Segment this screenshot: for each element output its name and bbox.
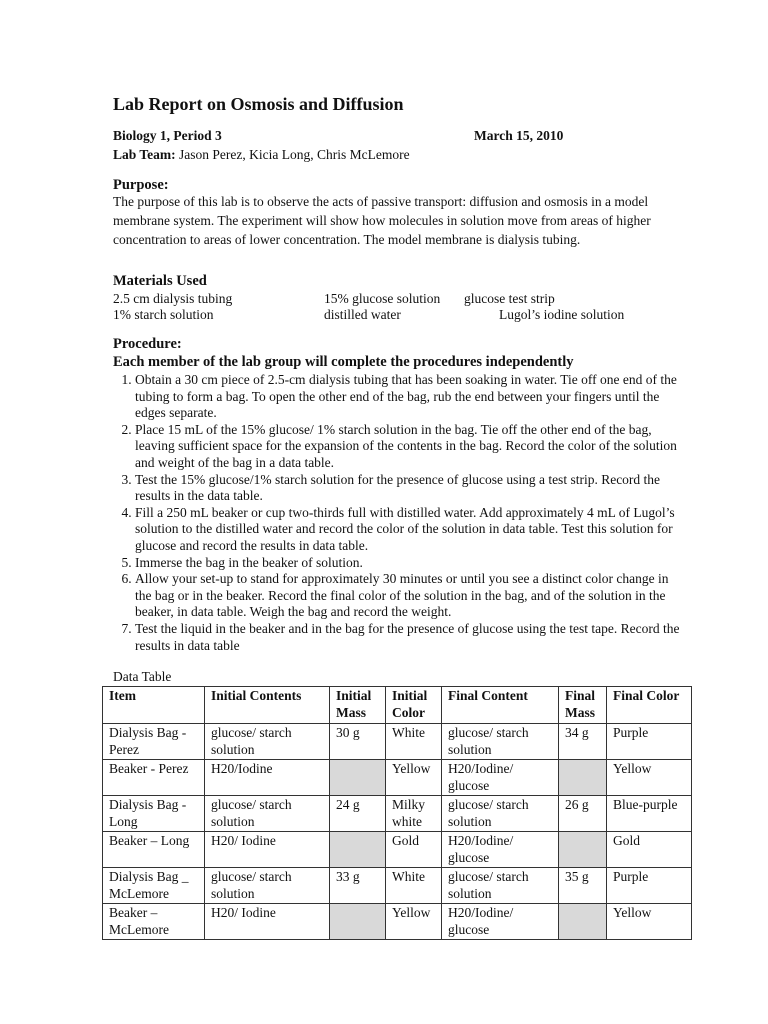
purpose-heading: Purpose:: [113, 177, 169, 193]
table-cell-empty: [559, 904, 607, 940]
material-item: 1% starch solution: [113, 307, 214, 322]
report-title: Lab Report on Osmosis and Diffusion: [113, 94, 404, 114]
header-final-mass: Final Mass: [559, 687, 607, 724]
table-row: [103, 868, 692, 904]
table-cell: glucose/ starch solution: [205, 868, 330, 904]
table-cell: Dialysis Bag - Perez: [103, 724, 205, 760]
table-cell: 30 g: [330, 724, 386, 760]
table-cell: glucose/ starch solution: [205, 724, 330, 760]
header-final-content: Final Content: [442, 687, 559, 724]
material-item: 2.5 cm dialysis tubing: [113, 291, 233, 306]
table-cell: 34 g: [559, 724, 607, 760]
report-date: March 15, 2010: [474, 128, 564, 143]
table-cell: 33 g: [330, 868, 386, 904]
table-cell-empty: [330, 760, 386, 796]
header-initial-mass: Initial Mass: [330, 687, 386, 724]
header-initial-color: Initial Color: [386, 687, 442, 724]
table-cell: H20/ Iodine: [205, 832, 330, 868]
table-cell-empty: [559, 760, 607, 796]
procedure-step: 6. Allow your set-up to stand for approximately 30 minutes or until you see a distinct color change in the bag or in the beaker. Record the final color of the solution in the bag, and of the solution in the beaker, in data table. Weigh the bag and record the weight.: [135, 571, 680, 621]
lab-team-line: [113, 147, 410, 164]
table-cell: H20/ Iodine: [205, 904, 330, 940]
table-row: [103, 832, 692, 868]
lab-team-label: Lab Team:: [113, 147, 176, 162]
procedure-step: 5. Immerse the bag in the beaker of solution.: [135, 555, 680, 572]
table-cell-empty: [559, 832, 607, 868]
table-cell: H20/Iodine/ glucose: [442, 832, 559, 868]
procedure-step: 7. Test the liquid in the beaker and in the bag for the presence of glucose using the test tape. Record the results in data table: [135, 621, 680, 654]
table-row: [103, 904, 692, 940]
course-period: Biology 1, Period 3: [113, 128, 222, 143]
procedure-steps: [113, 372, 680, 654]
material-item: glucose test strip: [464, 291, 555, 306]
data-table-label: Data Table: [113, 669, 172, 684]
purpose-text: The purpose of this lab is to observe the acts of passive transport: diffusion and osmosis in a model membrane system. The experiment will show how molecules in solution move from areas of higher concentration to areas of lower concentration. The model membrane is dialysis tubing.: [113, 194, 651, 247]
table-row: [103, 760, 692, 796]
table-cell: Yellow: [386, 904, 442, 940]
table-cell: glucose/ starch solution: [442, 724, 559, 760]
table-cell: Beaker – Long: [103, 832, 205, 868]
table-cell: Milky white: [386, 796, 442, 832]
table-cell: H20/Iodine/ glucose: [442, 760, 559, 796]
table-cell: H20/Iodine: [205, 760, 330, 796]
procedure-heading: Procedure:: [113, 336, 182, 352]
table-row: [103, 796, 692, 832]
table-cell: Dialysis Bag - Long: [103, 796, 205, 832]
table-cell-empty: [330, 832, 386, 868]
table-cell-empty: [330, 904, 386, 940]
table-cell: Dialysis Bag _ McLemore: [103, 868, 205, 904]
table-cell: H20/Iodine/ glucose: [442, 904, 559, 940]
procedure-step: 4. Fill a 250 mL beaker or cup two-thirds full with distilled water. Add approximately 4 mL of Lugol’s solution to the distilled water and record the color of the solution in data table. Test this solution for glucose and record the results in data table.: [135, 505, 680, 555]
table-cell: Gold: [386, 832, 442, 868]
table-cell: glucose/ starch solution: [442, 868, 559, 904]
table-cell: 26 g: [559, 796, 607, 832]
table-cell: glucose/ starch solution: [442, 796, 559, 832]
table-cell: Yellow: [607, 760, 692, 796]
data-table: [102, 686, 692, 940]
table-cell: Beaker - Perez: [103, 760, 205, 796]
procedure-step: 2. Place 15 mL of the 15% glucose/ 1% starch solution in the bag. Tie off the other end of the bag, leaving sufficient space for the expansion of the contents in the bag. Record the color of the solution and weight of the bag in a data table.: [135, 422, 680, 472]
table-cell: Yellow: [607, 904, 692, 940]
lab-team-members: Jason Perez, Kicia Long, Chris McLemore: [179, 147, 410, 162]
table-header-row: [103, 687, 692, 724]
material-item: 15% glucose solution: [324, 291, 441, 306]
material-item: distilled water: [324, 307, 401, 322]
procedure-step: 3. Test the 15% glucose/1% starch solution for the presence of glucose using a test strip. Record the results in the data table.: [135, 472, 680, 505]
table-row: [103, 724, 692, 760]
table-cell: Gold: [607, 832, 692, 868]
table-cell: White: [386, 724, 442, 760]
table-cell: Blue-purple: [607, 796, 692, 832]
material-item: Lugol’s iodine solution: [499, 307, 625, 322]
table-cell: White: [386, 868, 442, 904]
header-initial-contents: Initial Contents: [205, 687, 330, 724]
table-cell: glucose/ starch solution: [205, 796, 330, 832]
table-cell: 35 g: [559, 868, 607, 904]
table-cell: Purple: [607, 868, 692, 904]
table-cell: 24 g: [330, 796, 386, 832]
materials-heading: Materials Used: [113, 273, 207, 289]
header-final-color: Final Color: [607, 687, 692, 724]
procedure-step: 1. Obtain a 30 cm piece of 2.5-cm dialysis tubing that has been soaking in water. Tie off one end of the tubing to form a bag. To open the other end of the bag, rub the end between your fingers until the edges separate.: [135, 372, 680, 422]
table-cell: Beaker – McLemore: [103, 904, 205, 940]
header-item: Item: [103, 687, 205, 724]
procedure-subheading: Each member of the lab group will complete the procedures independently: [113, 354, 574, 370]
table-cell: Purple: [607, 724, 692, 760]
table-cell: Yellow: [386, 760, 442, 796]
